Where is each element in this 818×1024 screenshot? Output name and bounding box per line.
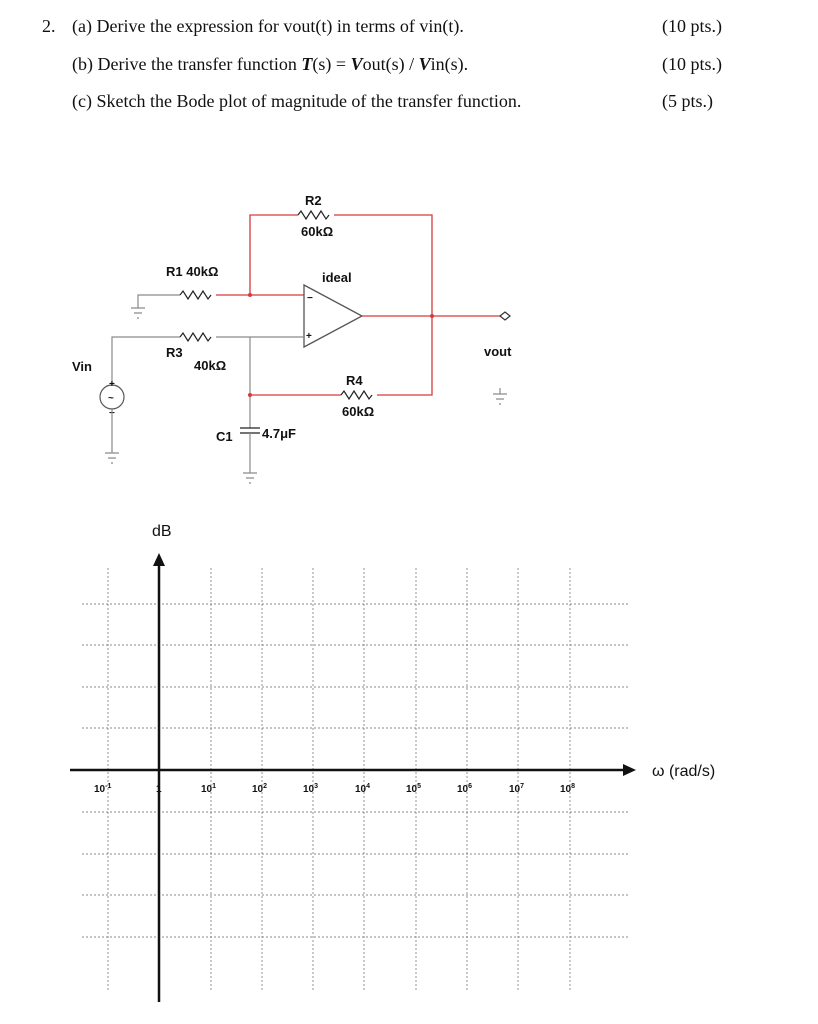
capacitor-c1: [240, 428, 260, 433]
r2-value: 60kΩ: [301, 224, 334, 239]
source-tilde: ~: [108, 393, 114, 404]
y-axis-label: dB: [152, 523, 172, 540]
r3-label: R3: [166, 345, 183, 360]
opamp-plus: +: [306, 331, 312, 342]
c1-label: C1: [216, 429, 233, 444]
wire-r4-right: [377, 316, 432, 395]
vout-label: vout: [484, 344, 512, 359]
tick-label: $10^4$: [355, 783, 371, 795]
part-c-points: (5 pts.): [662, 91, 713, 111]
node-dot-inv: [248, 293, 252, 297]
part-b-text: (b) Derive the transfer function T(s) = Vout(s) / Vin(s).: [72, 54, 469, 74]
tick-label: $10^{-1}$: [94, 783, 112, 795]
tick-label: $10^7$: [509, 783, 525, 795]
tick-label: 1: [156, 784, 162, 795]
tick-label: $10^2$: [252, 783, 268, 795]
source-plus: +: [109, 379, 115, 390]
part-a-points: (10 pts.): [662, 16, 722, 36]
opamp-minus: −: [307, 293, 313, 304]
part-b-points: (10 pts.): [662, 54, 722, 74]
tick-label: $10^3$: [303, 783, 319, 795]
vout-terminal-icon: [500, 312, 510, 320]
wire-r2-right: [334, 215, 432, 316]
resistor-r2: [298, 211, 329, 219]
opamp-label: ideal: [322, 270, 352, 285]
y-axis-arrow-icon: [153, 553, 165, 566]
ground-icon-vin: [105, 409, 119, 463]
x-axis-arrow-icon: [623, 764, 636, 776]
circuit-diagram: [0, 0, 818, 500]
r4-value: 60kΩ: [342, 404, 375, 419]
ground-icon-c1: [243, 433, 257, 483]
part-a-text: (a) Derive the expression for vout(t) in terms of vin(t).: [72, 16, 464, 36]
tick-label: $10^1$: [201, 783, 217, 795]
ground-icon-vout: [493, 388, 507, 404]
tick-label: $10^5$: [406, 783, 422, 795]
part-c-text: (c) Sketch the Bode plot of magnitude of the transfer function.: [72, 91, 522, 111]
bode-plot: [0, 500, 818, 1020]
x-axis-label: ω (rad/s): [652, 763, 716, 780]
wire-r2-left: [250, 215, 298, 295]
node-dot-cap: [248, 393, 252, 397]
bode-grid-vertical: [108, 568, 570, 990]
r1-label: R1 40kΩ: [166, 264, 219, 279]
tick-label: $10^8$: [560, 783, 576, 795]
source-minus: −: [109, 408, 115, 419]
r4-label: R4: [346, 373, 363, 388]
vin-label: Vin: [72, 359, 92, 374]
resistor-r4: [341, 391, 372, 399]
ground-icon-r1: [131, 308, 145, 318]
c1-value: 4.7μF: [262, 426, 296, 441]
r2-label: R2: [305, 193, 322, 208]
wire-r1-left: [138, 295, 180, 308]
r3-value: 40kΩ: [194, 358, 227, 373]
question-number: 2.: [42, 16, 56, 36]
tick-label: $10^6$: [457, 783, 473, 795]
x-tick-labels: [94, 783, 575, 795]
resistor-r1: [180, 291, 211, 299]
resistor-r3: [180, 333, 211, 341]
